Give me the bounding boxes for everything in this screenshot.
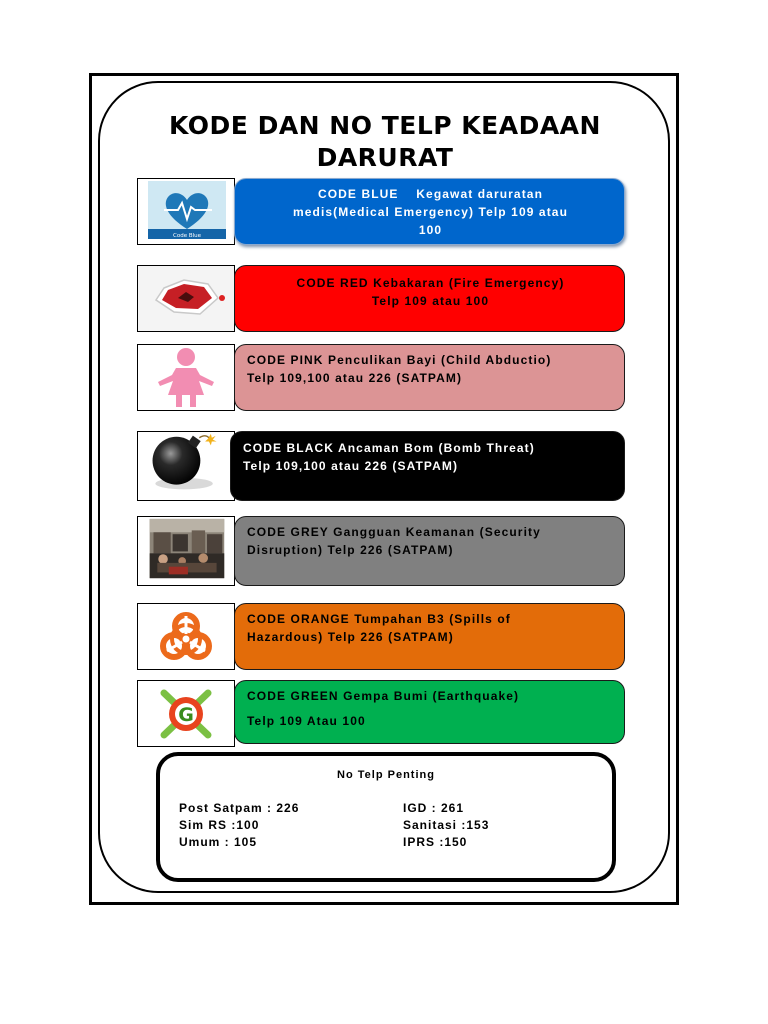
code-green-line-1: CODE GREEN Gempa Bumi (Earthquake)	[247, 689, 520, 703]
code-red-line-1: CODE RED Kebakaran (Fire Emergency)	[296, 276, 565, 290]
code-green-box	[234, 680, 625, 744]
fire-alarm-button-icon	[138, 266, 234, 331]
code-grey-thumbnail	[137, 516, 235, 586]
phones-right-column	[403, 800, 489, 851]
code-black-box	[230, 431, 625, 501]
bomb-icon	[138, 432, 234, 497]
code-grey-line-2: Disruption) Telp 226 (SATPAM)	[247, 543, 454, 557]
code-red-line-2: Telp 109 atau 100	[371, 294, 490, 308]
code-black-line-2: Telp 109,100 atau 226 (SATPAM)	[243, 459, 459, 473]
biohazard-icon	[138, 604, 234, 669]
phone-entry: Umum : 105	[179, 835, 258, 849]
phone-entry: Sim RS :100	[179, 818, 260, 832]
code-green-thumbnail	[137, 680, 235, 747]
phone-entry: IGD : 261	[403, 801, 465, 815]
child-figure-icon	[138, 345, 234, 410]
crowd-riot-photo-icon	[138, 517, 234, 582]
phone-entry: IPRS :150	[403, 835, 468, 849]
svg-text:G: G	[178, 704, 194, 726]
green-g-logo-icon	[138, 681, 234, 746]
code-green-line-2: Telp 109 Atau 100	[247, 714, 366, 728]
code-black-thumbnail	[137, 431, 235, 501]
code-black-line-1: CODE BLACK Ancaman Bom (Bomb Threat)	[243, 441, 535, 455]
code-grey-line-1: CODE GREY Gangguan Keamanan (Security	[247, 525, 541, 539]
important-phones-title: No Telp Penting	[337, 769, 435, 781]
code-red-thumbnail	[137, 265, 235, 332]
code-pink-line-2: Telp 109,100 atau 226 (SATPAM)	[247, 371, 463, 385]
code-orange-thumbnail	[137, 603, 235, 670]
phone-entry: Sanitasi :153	[403, 818, 490, 832]
code-blue-line-1: CODE BLUE Kegawat daruratan	[317, 187, 544, 201]
code-blue-heart-icon	[138, 179, 234, 244]
page-title	[140, 110, 630, 174]
code-orange-line-1: CODE ORANGE Tumpahan B3 (Spills of	[247, 612, 511, 626]
code-blue-box	[234, 178, 625, 245]
code-orange-box	[234, 603, 625, 670]
phone-entry: Post Satpam : 226	[179, 801, 300, 815]
code-grey-box	[234, 516, 625, 586]
title-line-1: KODE DAN NO TELP KEADAAN	[169, 111, 601, 140]
code-pink-thumbnail	[137, 344, 235, 411]
code-pink-line-1: CODE PINK Penculikan Bayi (Child Abductio)	[247, 353, 552, 367]
code-blue-caption: Code Blue	[173, 233, 201, 239]
code-pink-box	[234, 344, 625, 411]
important-phones-box	[156, 752, 616, 882]
code-orange-line-2: Hazardous) Telp 226 (SATPAM)	[247, 630, 454, 644]
code-blue-thumbnail	[137, 178, 235, 245]
code-blue-line-3: 100	[418, 223, 443, 237]
code-blue-line-2: medis(Medical Emergency) Telp 109 atau	[293, 205, 568, 219]
title-line-2: DARURAT	[316, 143, 454, 172]
code-red-box	[234, 265, 625, 332]
phones-left-column	[179, 800, 299, 851]
